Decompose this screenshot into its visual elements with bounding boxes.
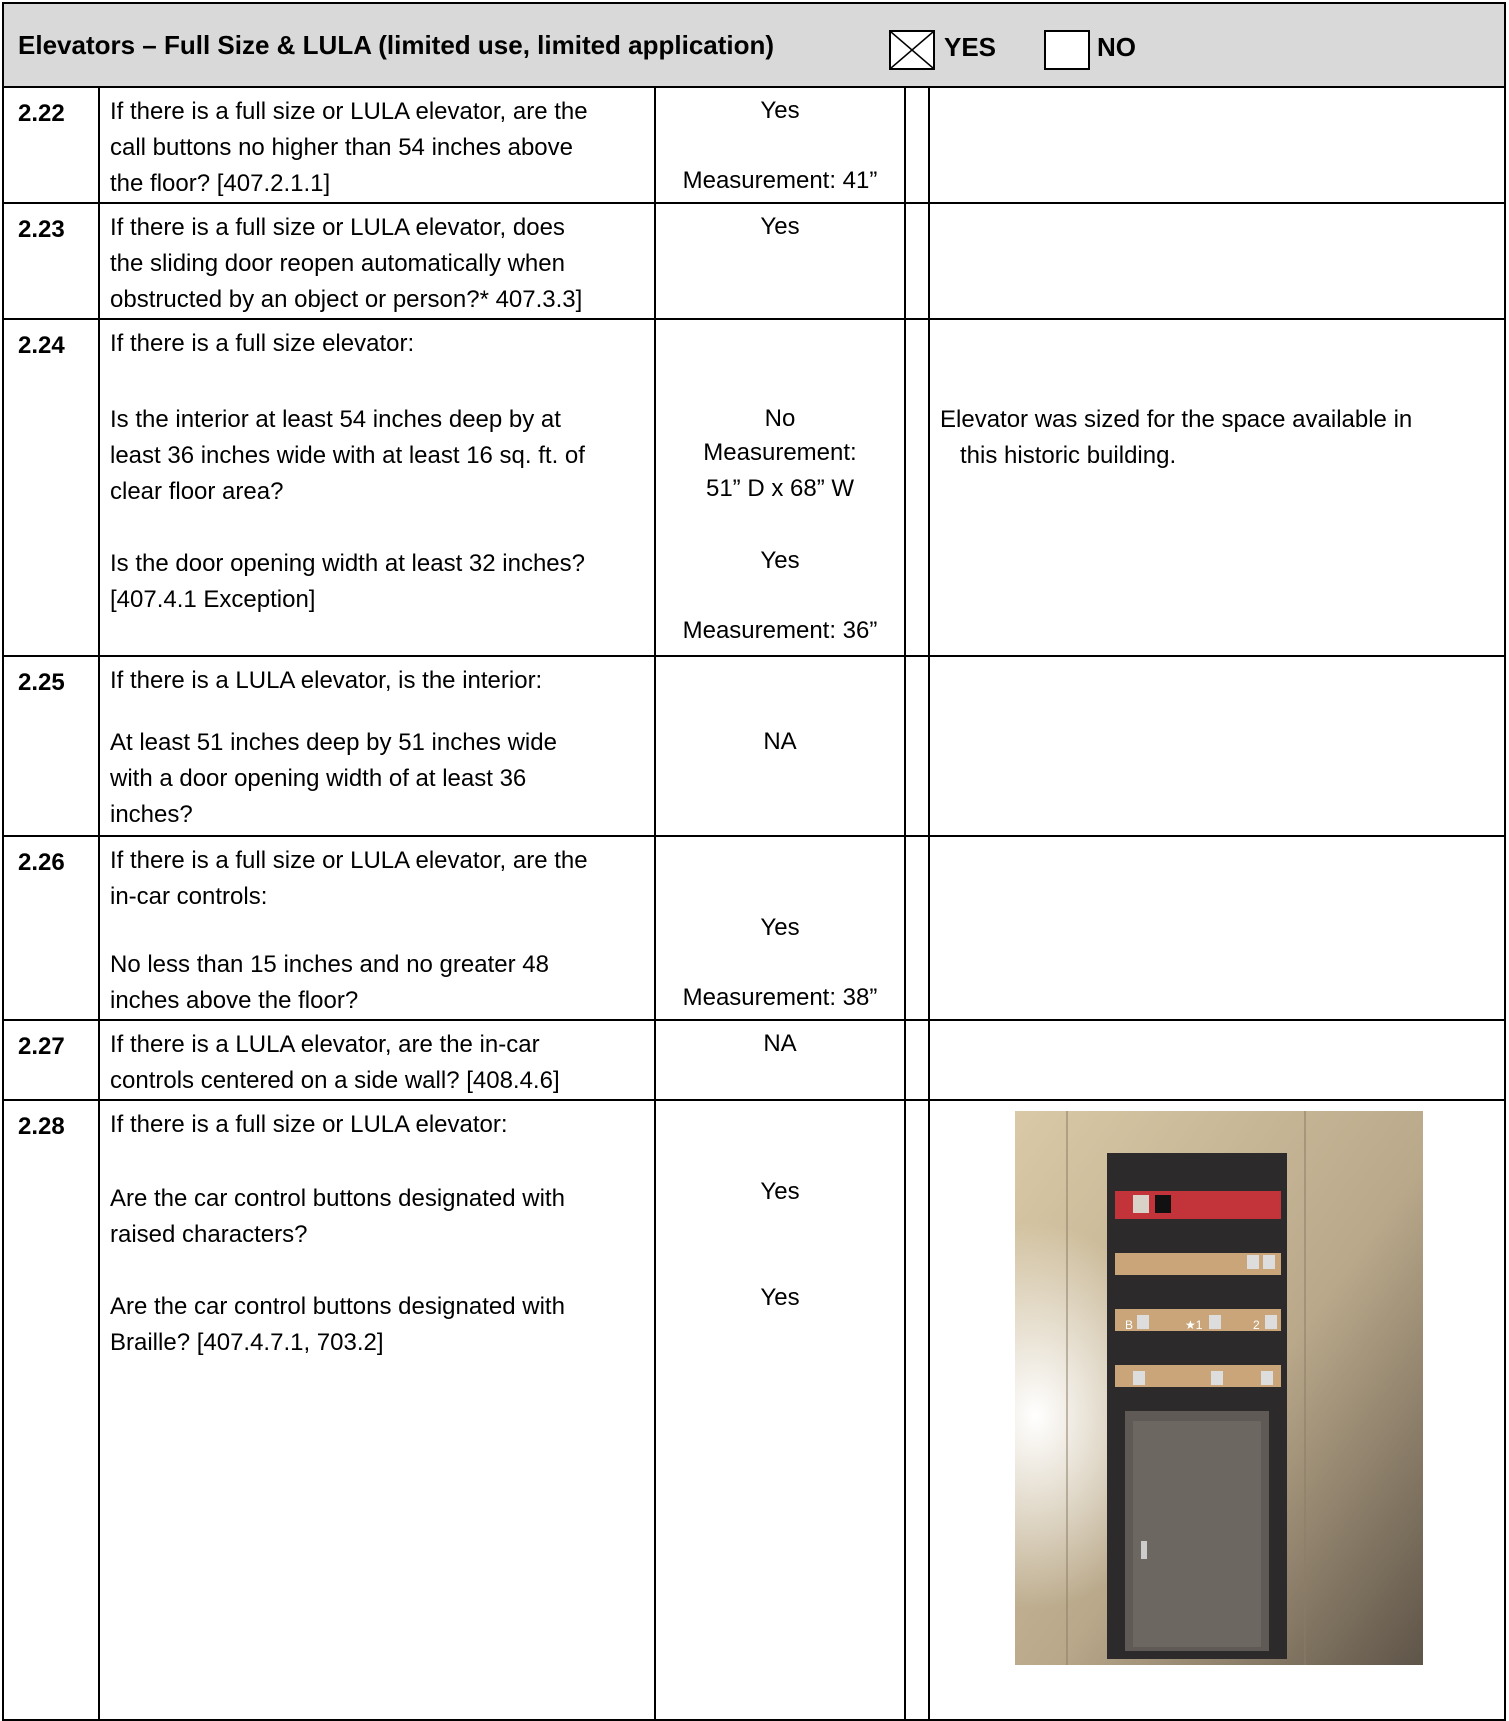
item-question [99,656,655,836]
yes-checkbox[interactable] [889,30,935,70]
item-answer [655,1100,905,1720]
item-comment [929,87,1505,203]
question-part-1 [110,1181,650,1253]
question-line: the sliding door reopen automatically when [110,250,565,277]
panel-label: 2 [1253,1318,1260,1332]
comment-line: this historic building. [960,442,1177,469]
item-question [99,1100,655,1720]
spacer-cell [905,656,929,836]
checklist-row [3,1020,1505,1100]
item-number: 2.23 [3,203,99,319]
no-checkbox[interactable] [1044,30,1090,70]
item-question [99,319,655,656]
answer-measurement: Measurement: 41” [682,167,878,194]
elevator-checklist-table [2,2,1506,1721]
answer-value: Yes [760,914,800,941]
spacer-cell [905,87,929,203]
item-question [99,87,655,203]
question-line: with a door opening width of at least 36 [110,765,527,792]
item-question [99,1020,655,1100]
checklist-row [3,836,1505,1020]
item-comment [929,203,1505,319]
question-line: Are the car control buttons designated with [110,1185,565,1212]
answer-value: Yes [760,1178,800,1205]
question-line: least 36 inches wide with at least 16 sq. ft. of [110,442,585,469]
question-line: in-car controls: [110,883,268,910]
question-line: clear floor area? [110,478,284,505]
question-line: If there is a LULA elevator, are the in-car [110,1031,540,1058]
question-part-2 [110,1289,650,1361]
item-question [99,203,655,319]
spacer-cell [905,1020,929,1100]
question-line: Are the car control buttons designated with [110,1293,565,1320]
checklist-row [3,1100,1505,1720]
question-line: Braille? [407.4.7.1, 703.2] [110,1329,384,1356]
item-answer [655,319,905,656]
elevator-control-panel-photo [1015,1111,1423,1665]
comment-line: Elevator was sized for the space available in [940,406,1413,433]
question-intro: If there is a LULA elevator, is the interior: [110,667,543,694]
checklist-row [3,319,1505,656]
no-label: NO [1097,32,1136,62]
section-title: Elevators – Full Size & LULA (limited use, limited application) [18,30,775,60]
answer-value: Yes [760,213,800,240]
question-part-1 [110,947,650,1019]
checklist-row [3,87,1505,203]
answer-measurement: 51” D x 68” W [705,475,855,502]
answer-measurement: Measurement: 38” [682,984,878,1011]
item-comment [929,1100,1505,1720]
item-comment [929,656,1505,836]
question-part-2 [110,546,650,618]
panel-label: ★1 [1185,1318,1203,1332]
x-mark-icon [891,32,933,68]
question-part-1 [110,725,650,833]
question-line: controls centered on a side wall? [408.4.6] [110,1067,560,1094]
answer-value: No [764,405,796,432]
answer-value: Yes [760,1284,800,1311]
question-line: At least 51 inches deep by 51 inches wide [110,729,557,756]
item-question [99,836,655,1020]
answer-value: Yes [760,547,800,574]
spacer-cell [905,1100,929,1720]
item-number: 2.28 [3,1100,99,1720]
answer-value: NA [763,1030,797,1057]
question-intro: If there is a full size elevator: [110,330,415,357]
section-header-row [3,3,1505,87]
question-line: If there is a full size or LULA elevator, are the [110,98,588,125]
section-header [3,3,1505,87]
question-part-1 [110,402,650,510]
item-number: 2.24 [3,319,99,656]
checklist-row [3,656,1505,836]
item-answer [655,203,905,319]
question-intro: If there is a full size or LULA elevator: [110,1111,508,1138]
item-comment [929,319,1505,656]
spacer-cell [905,203,929,319]
question-intro [110,843,650,915]
question-line: Is the door opening width at least 32 inches? [110,550,585,577]
item-number: 2.27 [3,1020,99,1100]
checklist-row [3,203,1505,319]
answer-value: Yes [760,97,800,124]
question-line: If there is a full size or LULA elevator, does [110,214,565,241]
answer-measurement-label: Measurement: [703,439,857,466]
question-line: If there is a full size or LULA elevator, are the [110,847,588,874]
spacer-cell [905,836,929,1020]
answer-measurement: Measurement: 36” [682,617,878,644]
item-answer [655,836,905,1020]
question-line: inches? [110,801,193,828]
item-comment [929,836,1505,1020]
panel-label: B [1125,1318,1134,1332]
question-line: inches above the floor? [110,987,359,1014]
question-line: [407.4.1 Exception] [110,586,316,613]
question-line: call buttons no higher than 54 inches above [110,134,573,161]
question-line: obstructed by an object or person?* 407.3.3] [110,286,583,313]
item-number: 2.25 [3,656,99,836]
item-answer [655,1020,905,1100]
question-line: the floor? [407.2.1.1] [110,170,331,197]
question-line: No less than 15 inches and no greater 48 [110,951,549,978]
yes-label: YES [944,32,997,62]
elevator-panel-image [1015,1111,1423,1665]
item-number: 2.22 [3,87,99,203]
item-number: 2.26 [3,836,99,1020]
item-answer [655,87,905,203]
spacer-cell [905,319,929,656]
question-line: raised characters? [110,1221,308,1248]
question-line: Is the interior at least 54 inches deep by at [110,406,561,433]
item-comment [929,1020,1505,1100]
item-answer [655,656,905,836]
answer-value: NA [763,728,797,755]
